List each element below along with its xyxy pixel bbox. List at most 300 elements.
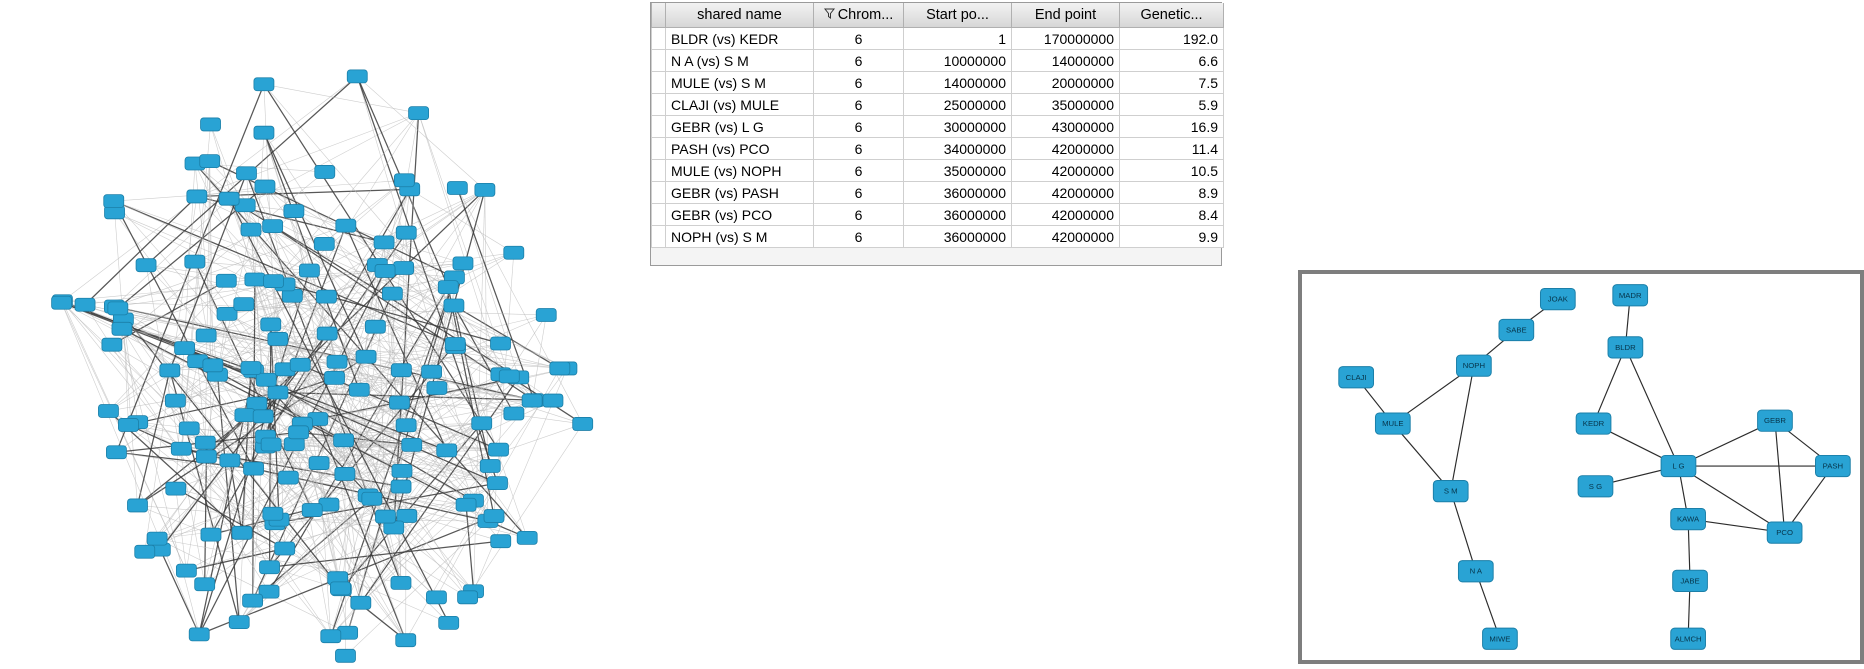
network-node[interactable] (487, 477, 507, 490)
network-node-shape[interactable] (314, 237, 334, 250)
network-node-shape[interactable] (330, 582, 350, 595)
network-node-shape[interactable] (309, 457, 329, 470)
network-node-shape[interactable] (160, 364, 180, 377)
main-network-view[interactable] (0, 0, 646, 669)
network-node[interactable] (334, 434, 354, 447)
network-node-shape[interactable] (135, 545, 155, 558)
network-node-shape[interactable] (263, 507, 283, 520)
network-node-shape[interactable] (397, 509, 417, 522)
network-node[interactable] (489, 443, 509, 456)
table-cell[interactable]: 14000000 (1012, 50, 1120, 72)
table-cell[interactable]: 14000000 (904, 72, 1012, 94)
network-node-shape[interactable] (427, 381, 447, 394)
network-node-shape[interactable] (1483, 628, 1518, 649)
network-node-shape[interactable] (108, 302, 128, 315)
network-node-shape[interactable] (453, 257, 473, 270)
table-cell[interactable]: MULE (vs) S M (666, 72, 814, 94)
table-cell[interactable]: 42000000 (1012, 182, 1120, 204)
table-cell[interactable]: 34000000 (904, 138, 1012, 160)
network-node[interactable] (290, 358, 310, 371)
network-node-shape[interactable] (392, 464, 412, 477)
network-node[interactable] (522, 394, 542, 407)
network-node[interactable] (335, 467, 355, 480)
network-node[interactable] (499, 370, 519, 383)
network-edge[interactable] (1451, 366, 1474, 491)
network-node-shape[interactable] (219, 192, 239, 205)
network-node[interactable] (278, 471, 298, 484)
network-node-shape[interactable] (1671, 508, 1706, 529)
network-node[interactable] (396, 419, 416, 432)
network-edge[interactable] (270, 541, 501, 567)
network-node[interactable] (1576, 413, 1611, 434)
network-node[interactable] (187, 190, 207, 203)
network-node[interactable] (284, 205, 304, 218)
network-node-shape[interactable] (356, 350, 376, 363)
network-node[interactable] (1433, 481, 1468, 502)
table-row[interactable] (652, 28, 1224, 50)
network-node[interactable] (394, 261, 414, 274)
table-cell[interactable]: 16.9 (1120, 116, 1224, 138)
network-node-shape[interactable] (236, 167, 256, 180)
network-node-shape[interactable] (1767, 522, 1802, 543)
network-node[interactable] (396, 226, 416, 239)
network-node[interactable] (254, 78, 274, 91)
network-node-shape[interactable] (1433, 481, 1468, 502)
table-cell[interactable]: 6 (814, 28, 904, 50)
network-node[interactable] (75, 298, 95, 311)
network-node-shape[interactable] (480, 459, 500, 472)
network-node[interactable] (189, 628, 209, 641)
network-node-shape[interactable] (166, 482, 186, 495)
network-node-shape[interactable] (317, 327, 337, 340)
network-node[interactable] (456, 498, 476, 511)
network-node-shape[interactable] (491, 337, 511, 350)
network-node[interactable] (491, 535, 511, 548)
network-node-shape[interactable] (391, 480, 411, 493)
network-node[interactable] (351, 596, 371, 609)
network-node[interactable] (374, 236, 394, 249)
network-node[interactable] (472, 417, 492, 430)
network-node[interactable] (382, 287, 402, 300)
network-node-shape[interactable] (255, 180, 275, 193)
table-cell[interactable]: 10000000 (904, 50, 1012, 72)
network-node[interactable] (102, 338, 122, 351)
network-node-shape[interactable] (458, 591, 478, 604)
table-cell[interactable]: 43000000 (1012, 116, 1120, 138)
network-node-shape[interactable] (484, 510, 504, 523)
network-node-shape[interactable] (201, 528, 221, 541)
network-node[interactable] (236, 167, 256, 180)
network-node[interactable] (392, 464, 412, 477)
network-node[interactable] (261, 438, 281, 451)
network-node[interactable] (1613, 285, 1648, 306)
network-node[interactable] (201, 528, 221, 541)
network-node-shape[interactable] (349, 383, 369, 396)
network-node[interactable] (480, 459, 500, 472)
network-node-shape[interactable] (382, 287, 402, 300)
network-node-shape[interactable] (362, 492, 382, 505)
network-node[interactable] (396, 634, 416, 647)
network-node[interactable] (1578, 476, 1613, 497)
network-node-shape[interactable] (336, 219, 356, 232)
network-node-shape[interactable] (426, 591, 446, 604)
network-node-shape[interactable] (241, 361, 261, 374)
table-cell[interactable]: 170000000 (1012, 28, 1120, 50)
table-cell[interactable]: 6 (814, 72, 904, 94)
network-node[interactable] (179, 422, 199, 435)
table-cell[interactable]: 36000000 (904, 204, 1012, 226)
network-node-shape[interactable] (200, 155, 220, 168)
network-node-shape[interactable] (475, 183, 495, 196)
network-node-shape[interactable] (254, 126, 274, 139)
network-node-shape[interactable] (118, 418, 138, 431)
network-node-shape[interactable] (391, 576, 411, 589)
network-node-shape[interactable] (334, 434, 354, 447)
network-node[interactable] (445, 338, 465, 351)
network-node-shape[interactable] (402, 438, 422, 451)
network-node-shape[interactable] (52, 296, 72, 309)
network-node[interactable] (195, 578, 215, 591)
network-node-shape[interactable] (437, 444, 457, 457)
main-network-nodes[interactable] (52, 70, 593, 662)
network-node-shape[interactable] (499, 370, 519, 383)
network-node-shape[interactable] (235, 409, 255, 422)
network-node[interactable] (243, 594, 263, 607)
network-node-shape[interactable] (1608, 337, 1643, 358)
network-node[interactable] (253, 410, 273, 423)
network-node[interactable] (166, 482, 186, 495)
network-node-shape[interactable] (268, 332, 288, 345)
network-node[interactable] (536, 309, 556, 322)
network-node-shape[interactable] (104, 195, 124, 208)
table-cell[interactable]: 42000000 (1012, 226, 1120, 248)
table-cell[interactable]: 6 (814, 138, 904, 160)
network-node-shape[interactable] (422, 365, 442, 378)
network-node[interactable] (1671, 508, 1706, 529)
table-cell[interactable]: N A (vs) S M (666, 50, 814, 72)
network-node[interactable] (268, 332, 288, 345)
table-cell[interactable]: 8.4 (1120, 204, 1224, 226)
network-node-shape[interactable] (299, 264, 319, 277)
network-node[interactable] (255, 180, 275, 193)
network-node-shape[interactable] (245, 273, 265, 286)
filtered-network-view[interactable] (1298, 270, 1864, 664)
network-node[interactable] (1483, 628, 1518, 649)
network-node[interactable] (1339, 367, 1374, 388)
network-node[interactable] (444, 299, 464, 312)
network-node-shape[interactable] (278, 471, 298, 484)
network-node[interactable] (1458, 561, 1493, 582)
network-node-shape[interactable] (374, 236, 394, 249)
network-node-shape[interactable] (196, 450, 216, 463)
network-node-shape[interactable] (147, 532, 167, 545)
network-node[interactable] (316, 290, 336, 303)
network-node-shape[interactable] (1540, 288, 1575, 309)
network-node-shape[interactable] (456, 498, 476, 511)
network-node[interactable] (175, 342, 195, 355)
network-node-shape[interactable] (1499, 319, 1534, 340)
table-cell[interactable]: 35000000 (1012, 94, 1120, 116)
network-node-shape[interactable] (243, 594, 263, 607)
network-node-shape[interactable] (396, 226, 416, 239)
network-node[interactable] (241, 223, 261, 236)
filtered-network-nodes[interactable] (1339, 285, 1850, 650)
network-node-shape[interactable] (394, 174, 414, 187)
network-node-shape[interactable] (489, 443, 509, 456)
network-node-shape[interactable] (536, 309, 556, 322)
table-cell[interactable]: 20000000 (1012, 72, 1120, 94)
network-node[interactable] (263, 507, 283, 520)
network-node[interactable] (491, 337, 511, 350)
network-node-shape[interactable] (375, 510, 395, 523)
network-node[interactable] (1767, 522, 1802, 543)
network-node-shape[interactable] (1671, 628, 1706, 649)
table-cell[interactable]: 6 (814, 182, 904, 204)
network-node-shape[interactable] (409, 107, 429, 120)
network-node[interactable] (389, 396, 409, 409)
network-node-shape[interactable] (302, 504, 322, 517)
network-node-shape[interactable] (196, 329, 216, 342)
network-node-shape[interactable] (98, 404, 118, 417)
network-node-shape[interactable] (201, 118, 221, 131)
table-row[interactable] (652, 226, 1224, 248)
network-node-shape[interactable] (396, 419, 416, 432)
table-cell[interactable]: 6 (814, 160, 904, 182)
network-node[interactable] (375, 264, 395, 277)
network-node-shape[interactable] (389, 396, 409, 409)
network-node[interactable] (106, 446, 126, 459)
table-cell[interactable]: BLDR (vs) KEDR (666, 28, 814, 50)
network-node[interactable] (1661, 455, 1696, 476)
table-cell[interactable]: 35000000 (904, 160, 1012, 182)
filter-icon[interactable] (824, 7, 835, 23)
table-body[interactable] (652, 28, 1224, 248)
network-node-shape[interactable] (375, 264, 395, 277)
network-node[interactable] (245, 273, 265, 286)
network-node-shape[interactable] (254, 78, 274, 91)
table-cell[interactable]: 11.4 (1120, 138, 1224, 160)
network-node[interactable] (118, 418, 138, 431)
network-node[interactable] (409, 107, 429, 120)
network-node[interactable] (232, 526, 252, 539)
network-node[interactable] (550, 362, 570, 375)
table-cell[interactable]: GEBR (vs) L G (666, 116, 814, 138)
table-cell[interactable]: 30000000 (904, 116, 1012, 138)
network-node[interactable] (112, 322, 132, 335)
table-cell[interactable]: 7.5 (1120, 72, 1224, 94)
network-node-shape[interactable] (234, 298, 254, 311)
network-node[interactable] (302, 504, 322, 517)
network-node-shape[interactable] (439, 616, 459, 629)
column-header-shared-name[interactable]: shared name (666, 3, 814, 28)
table-cell[interactable]: 36000000 (904, 182, 1012, 204)
network-node[interactable] (438, 281, 458, 294)
column-header-end-point[interactable]: End point (1012, 3, 1120, 28)
network-node[interactable] (422, 365, 442, 378)
network-node[interactable] (263, 220, 283, 233)
network-node-shape[interactable] (176, 564, 196, 577)
network-node[interactable] (314, 237, 334, 250)
network-node-shape[interactable] (517, 531, 537, 544)
network-node[interactable] (108, 302, 128, 315)
table-row[interactable] (652, 160, 1224, 182)
network-node-shape[interactable] (327, 355, 347, 368)
network-node-shape[interactable] (487, 477, 507, 490)
network-node-shape[interactable] (491, 535, 511, 548)
network-node[interactable] (196, 450, 216, 463)
table-row[interactable] (652, 116, 1224, 138)
network-node-shape[interactable] (136, 259, 156, 272)
network-node-shape[interactable] (187, 190, 207, 203)
network-edge[interactable] (1775, 421, 1785, 533)
network-node-shape[interactable] (1458, 561, 1493, 582)
network-node-shape[interactable] (1576, 413, 1611, 434)
network-node[interactable] (135, 545, 155, 558)
network-node-shape[interactable] (75, 298, 95, 311)
network-node-shape[interactable] (284, 438, 304, 451)
network-node[interactable] (256, 373, 276, 386)
network-node[interactable] (391, 576, 411, 589)
network-node-shape[interactable] (573, 417, 593, 430)
table-cell[interactable]: 6 (814, 116, 904, 138)
table-cell[interactable]: 6 (814, 226, 904, 248)
network-node-shape[interactable] (263, 220, 283, 233)
network-node[interactable] (325, 371, 345, 384)
network-node-shape[interactable] (268, 386, 288, 399)
network-node-shape[interactable] (165, 394, 185, 407)
network-node-shape[interactable] (127, 499, 147, 512)
main-network-canvas[interactable] (0, 0, 646, 669)
network-node[interactable] (200, 155, 220, 168)
network-edge[interactable] (1625, 347, 1678, 466)
network-node[interactable] (185, 255, 205, 268)
table-row[interactable] (652, 204, 1224, 226)
network-edge[interactable] (160, 550, 199, 635)
column-header-chromosome[interactable] (814, 3, 904, 28)
table-cell[interactable]: GEBR (vs) PCO (666, 204, 814, 226)
network-node-shape[interactable] (1661, 455, 1696, 476)
network-node-shape[interactable] (290, 358, 310, 371)
network-node-shape[interactable] (1375, 413, 1410, 434)
network-node-shape[interactable] (1339, 367, 1374, 388)
network-node[interactable] (171, 442, 191, 455)
network-node[interactable] (327, 355, 347, 368)
table-cell[interactable]: 36000000 (904, 226, 1012, 248)
network-node[interactable] (349, 383, 369, 396)
network-node[interactable] (484, 510, 504, 523)
network-node[interactable] (160, 364, 180, 377)
attribute-table[interactable] (651, 3, 1224, 248)
network-node[interactable] (1457, 355, 1492, 376)
network-node[interactable] (275, 542, 295, 555)
network-edge[interactable] (1451, 491, 1476, 571)
network-node[interactable] (241, 361, 261, 374)
network-node-shape[interactable] (220, 454, 240, 467)
network-node[interactable] (573, 417, 593, 430)
table-cell[interactable]: CLAJI (vs) MULE (666, 94, 814, 116)
network-node[interactable] (284, 438, 304, 451)
network-node-shape[interactable] (445, 338, 465, 351)
network-node[interactable] (1608, 337, 1643, 358)
network-node[interactable] (244, 462, 264, 475)
network-node-shape[interactable] (335, 649, 355, 662)
network-node-shape[interactable] (289, 426, 309, 439)
column-header-genetic[interactable]: Genetic... (1120, 3, 1224, 28)
network-node[interactable] (289, 426, 309, 439)
network-node[interactable] (136, 259, 156, 272)
network-node[interactable] (375, 510, 395, 523)
network-node-shape[interactable] (543, 394, 563, 407)
table-cell[interactable]: 6 (814, 50, 904, 72)
network-node[interactable] (365, 320, 385, 333)
network-node[interactable] (98, 404, 118, 417)
network-node-shape[interactable] (504, 407, 524, 420)
network-node[interactable] (165, 394, 185, 407)
network-node[interactable] (254, 126, 274, 139)
network-node[interactable] (220, 454, 240, 467)
network-node[interactable] (458, 591, 478, 604)
network-node-shape[interactable] (203, 359, 223, 372)
network-node-shape[interactable] (315, 165, 335, 178)
network-node-shape[interactable] (1613, 285, 1648, 306)
network-node[interactable] (104, 195, 124, 208)
table-cell[interactable]: 6.6 (1120, 50, 1224, 72)
network-node[interactable] (475, 183, 495, 196)
table-cell[interactable]: 1 (904, 28, 1012, 50)
network-node[interactable] (543, 394, 563, 407)
network-node[interactable] (391, 480, 411, 493)
network-node[interactable] (427, 381, 447, 394)
network-node[interactable] (437, 444, 457, 457)
network-node-shape[interactable] (325, 371, 345, 384)
network-edge[interactable] (197, 113, 419, 196)
network-node[interactable] (203, 359, 223, 372)
network-node[interactable] (195, 436, 215, 449)
network-node[interactable] (321, 630, 341, 643)
table-cell[interactable]: GEBR (vs) PASH (666, 182, 814, 204)
table-cell[interactable]: 192.0 (1120, 28, 1224, 50)
table-cell[interactable]: MULE (vs) NOPH (666, 160, 814, 182)
table-row[interactable] (652, 50, 1224, 72)
network-node[interactable] (315, 165, 335, 178)
network-node[interactable] (426, 591, 446, 604)
network-node[interactable] (260, 561, 280, 574)
network-node-shape[interactable] (447, 182, 467, 195)
network-node[interactable] (356, 350, 376, 363)
network-node-shape[interactable] (351, 596, 371, 609)
network-node[interactable] (347, 70, 367, 83)
network-node-shape[interactable] (394, 261, 414, 274)
network-node[interactable] (147, 532, 167, 545)
network-node-shape[interactable] (438, 281, 458, 294)
network-node[interactable] (397, 509, 417, 522)
network-node-shape[interactable] (321, 630, 341, 643)
table-row[interactable] (652, 182, 1224, 204)
network-node-shape[interactable] (396, 634, 416, 647)
network-node[interactable] (52, 296, 72, 309)
network-node[interactable] (336, 219, 356, 232)
network-node-shape[interactable] (179, 422, 199, 435)
table-cell[interactable]: NOPH (vs) S M (666, 226, 814, 248)
network-node[interactable] (201, 118, 221, 131)
network-node[interactable] (330, 582, 350, 595)
network-node-shape[interactable] (189, 628, 209, 641)
network-node[interactable] (1673, 570, 1708, 591)
filtered-network-canvas[interactable] (1302, 274, 1860, 660)
network-edge[interactable] (1594, 347, 1626, 423)
network-node-shape[interactable] (102, 338, 122, 351)
network-node-shape[interactable] (112, 322, 132, 335)
